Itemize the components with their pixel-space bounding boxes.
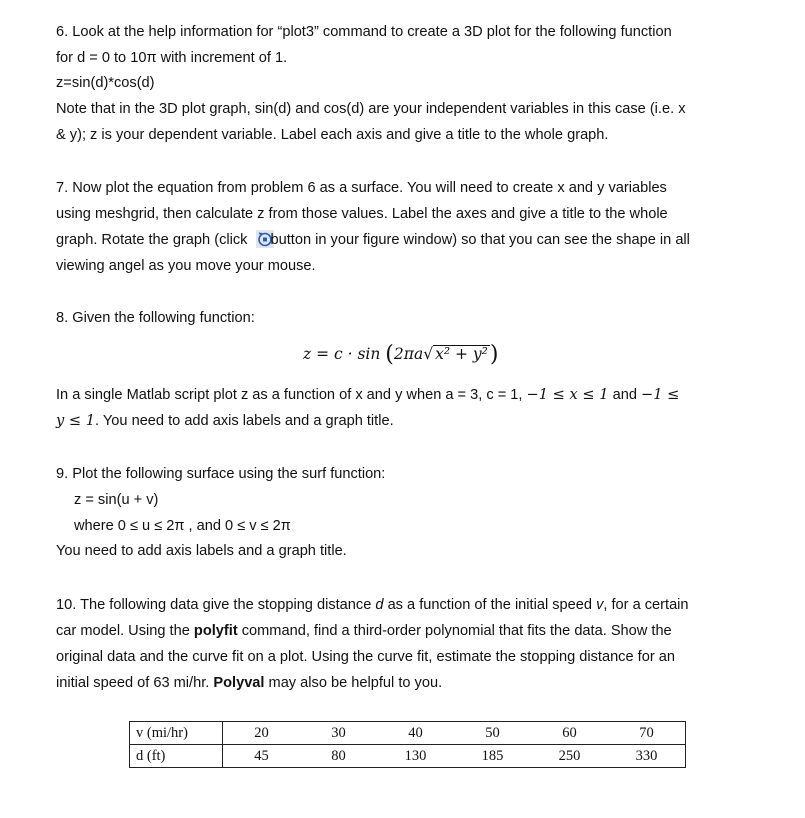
table-cell: 50 [454, 722, 531, 745]
table-cell: 45 [223, 745, 301, 768]
p8-line-1: 8. Given the following function: [56, 310, 255, 326]
p10-l1c: as a function of the initial speed [383, 597, 597, 613]
p7-line-1: 7. Now plot the equation from problem 6 as a surface. You will need to create x and y variables [56, 180, 667, 196]
p8-x-range: −1 ≤ x ≤ 1 [526, 386, 609, 403]
speed-distance-table [129, 721, 686, 768]
p10-l2a: car model. Using the [56, 623, 194, 639]
eq-left: z = c · sin [303, 345, 386, 363]
p7-line-3-start: graph. Rotate the graph (click [56, 232, 252, 248]
eq-inner: 2πa [393, 345, 424, 363]
p7-line-2: using meshgrid, then calculate z from those values. Label the axes and give a title to the whole [56, 206, 668, 222]
p6-equation: z=sin(d)*cos(d) [56, 75, 155, 91]
table-row [130, 745, 686, 768]
p10-polyval: Polyval [213, 675, 265, 691]
table-cell: 70 [608, 722, 686, 745]
p10-l4c: may also be helpful to you. [264, 675, 443, 691]
p10-v: v [596, 597, 604, 613]
p8-and: and [608, 387, 642, 403]
p7-line-3-end: button in your figure window) so that you can see the shape in all [270, 232, 690, 248]
table-cell: 60 [531, 722, 608, 745]
eq-root: x² + y² [435, 345, 488, 363]
table-cell: 330 [608, 745, 686, 768]
p8-line-2 [56, 385, 679, 405]
p10-line-2 [56, 621, 672, 641]
table-cell: 185 [454, 745, 531, 768]
p9-line-1: 9. Plot the following surface using the surf function: [56, 466, 386, 482]
table-cell: 40 [377, 722, 454, 745]
p8-y-range-end: y ≤ 1 [56, 412, 96, 429]
p8-line-3 [56, 411, 394, 431]
p10-l1a: 10. The following data give the stopping distance [56, 597, 376, 613]
table-cell: 130 [377, 745, 454, 768]
table-cell: 250 [531, 745, 608, 768]
table-cell: 80 [300, 745, 377, 768]
p9-equation: z = sin(u + v) [74, 492, 159, 508]
p10-polyfit: polyfit [193, 623, 238, 639]
p7-line-4: viewing angel as you move your mouse. [56, 258, 316, 274]
p6-line-4: Note that in the 3D plot graph, sin(d) and cos(d) are your independent variables in this case (i.e. x [56, 101, 686, 117]
p8-equation [303, 342, 498, 367]
row-label-d: d (ft) [130, 745, 223, 768]
p8-y-range-start: −1 ≤ [641, 386, 680, 403]
p6-line-1: 6. Look at the help information for “plot3” command to create a 3D plot for the following function [56, 24, 672, 40]
p8-line-2-text: In a single Matlab script plot z as a function of x and y when a = 3, c = 1, [56, 387, 527, 403]
table-row [130, 722, 686, 745]
p10-line-3: original data and the curve fit on a plot. Using the curve fit, estimate the stopping distance for an [56, 649, 675, 665]
p9-range: where 0 ≤ u ≤ 2π , and 0 ≤ v ≤ 2π [74, 518, 291, 534]
p10-l2c: command, find a third-order polynomial that fits the data. Show the [237, 623, 672, 639]
p10-line-1 [56, 595, 689, 615]
p6-line-2: for d = 0 to 10π with increment of 1. [56, 50, 288, 66]
table-cell: 30 [300, 722, 377, 745]
eq-close-paren: ) [489, 342, 499, 367]
eq-root-sign: √ [423, 345, 434, 363]
p9-line-4: You need to add axis labels and a graph title. [56, 543, 347, 559]
p7-line-3 [56, 230, 690, 250]
p10-l1e: , for a certain [603, 597, 689, 613]
eq-open-paren: ( [385, 342, 394, 367]
row-label-v: v (mi/hr) [130, 722, 223, 745]
p10-l4a: initial speed of 63 mi/hr. [56, 675, 214, 691]
table-cell: 20 [223, 722, 301, 745]
p6-line-5: & y); z is your dependent variable. Label each axis and give a title to the whole graph. [56, 127, 609, 143]
p10-d: d [375, 597, 384, 613]
p8-line-3-text: . You need to add axis labels and a graph title. [95, 413, 394, 429]
p10-line-4 [56, 673, 442, 693]
